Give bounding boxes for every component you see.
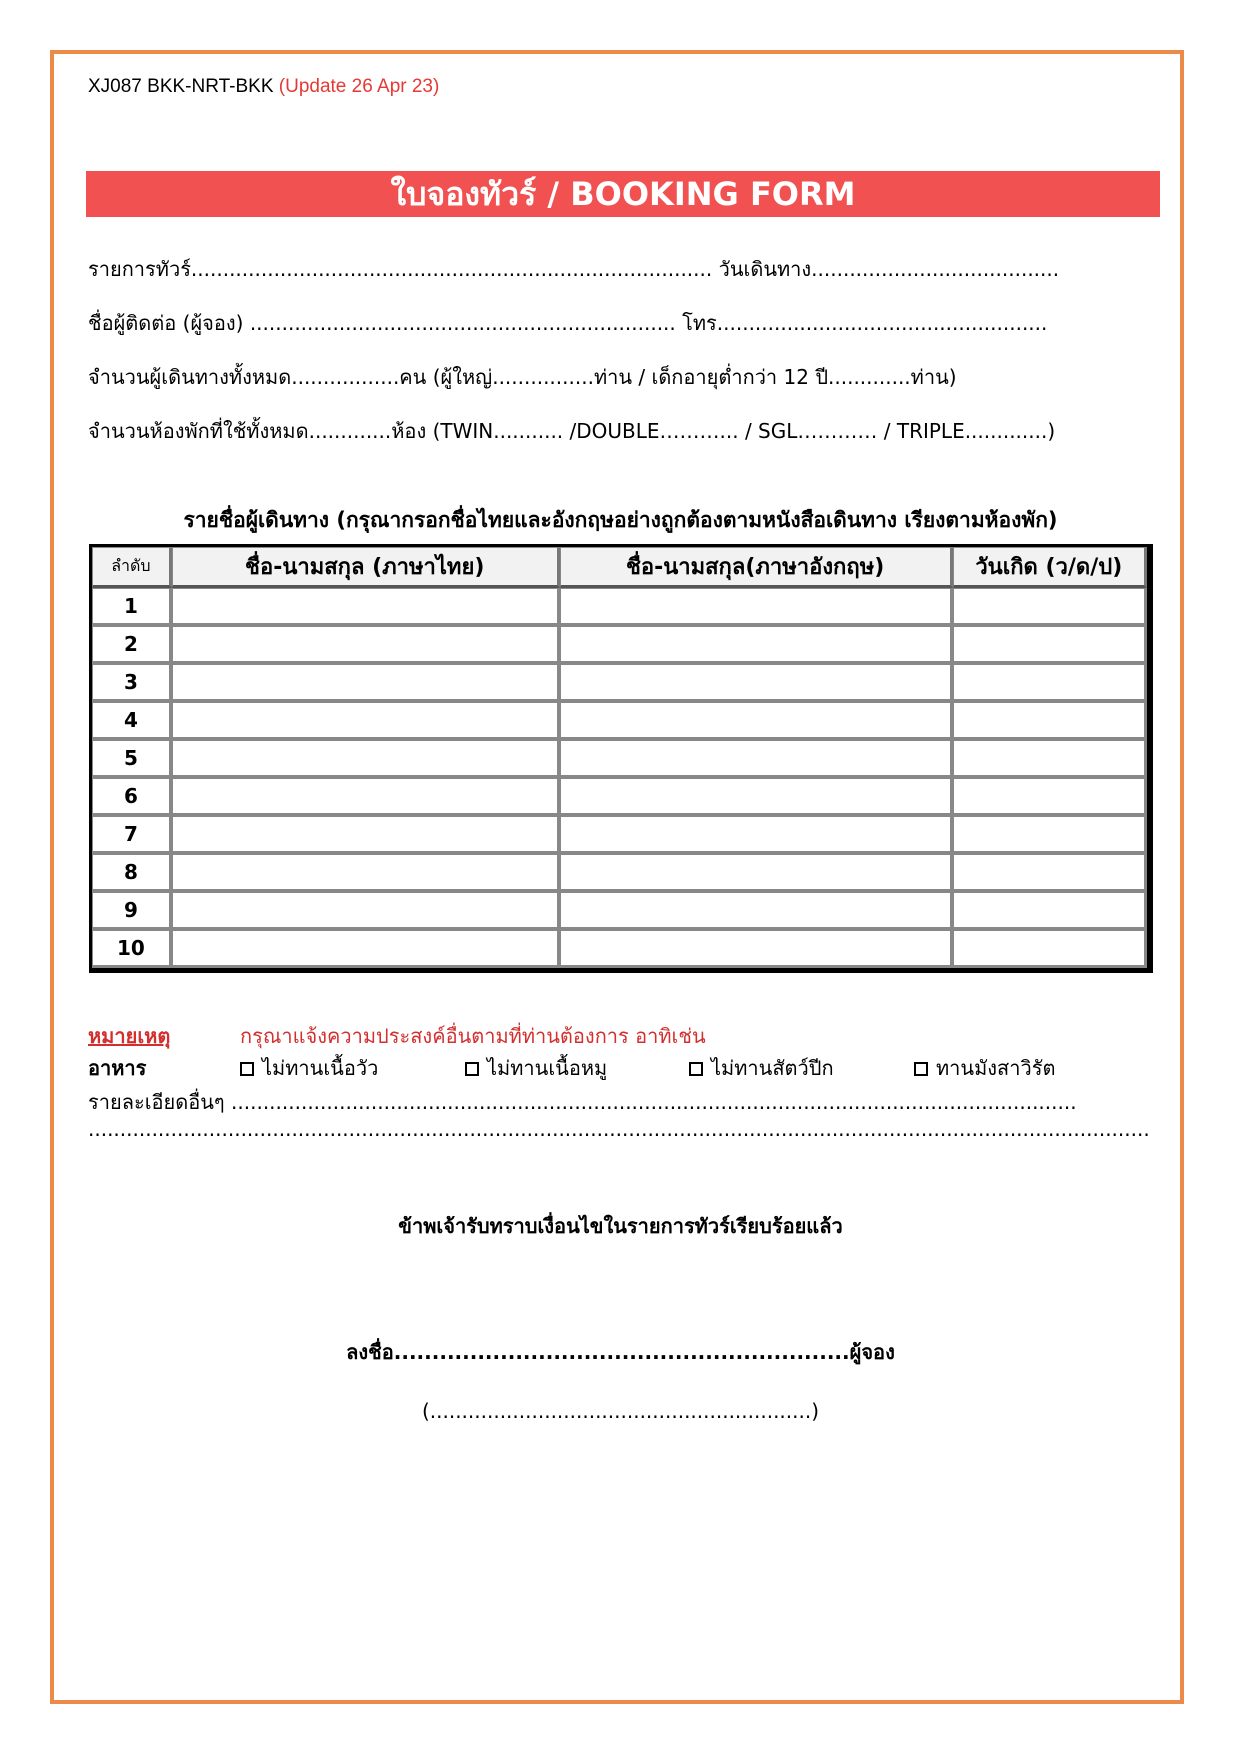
tour-code: XJ087 BKK-NRT-BKK <box>88 76 279 97</box>
row-number: 1 <box>92 588 172 626</box>
thai-name-cell[interactable] <box>172 854 560 892</box>
thai-name-cell[interactable] <box>172 778 560 816</box>
tour-program-field[interactable]: รายการทัวร์.................................................................................. วันเดินทาง....................................... <box>88 257 1060 281</box>
col-header-birthdate: วันเกิด (ว/ด/ป) <box>953 547 1147 588</box>
thai-name-cell[interactable] <box>172 626 560 664</box>
thai-name-cell[interactable] <box>172 930 560 968</box>
other-details-field-continued[interactable]: ....................................................................................................................................................................... <box>88 1117 1150 1141</box>
english-name-cell[interactable] <box>560 664 953 702</box>
acknowledgement-text: ข้าพเจ้ารับทราบเงื่อนไขในรายการทัวร์เรียบร้อยแล้ว <box>398 1214 843 1238</box>
table-row <box>92 778 1147 816</box>
food-option-no-poultry[interactable] <box>689 1052 834 1084</box>
table-row <box>92 588 1147 626</box>
birthdate-cell[interactable] <box>953 588 1147 626</box>
food-option-label: ไม่ทานสัตว์ปีก <box>711 1056 834 1080</box>
row-number: 4 <box>92 702 172 740</box>
table-row <box>92 702 1147 740</box>
traveler-count-field[interactable]: จำนวนผู้เดินทางทั้งหมด.................คน (ผู้ใหญ่................ท่าน / เด็กอายุต่ำกว่า 12 ปี.............ท่าน) <box>88 365 957 389</box>
english-name-cell[interactable] <box>560 626 953 664</box>
food-option-vegetarian[interactable] <box>914 1052 1055 1084</box>
english-name-cell[interactable] <box>560 930 953 968</box>
table-row <box>92 664 1147 702</box>
update-note: (Update 26 Apr 23) <box>278 76 440 97</box>
english-name-cell[interactable] <box>560 778 953 816</box>
food-option-no-beef[interactable] <box>240 1052 378 1084</box>
thai-name-cell[interactable] <box>172 816 560 854</box>
english-name-cell[interactable] <box>560 740 953 778</box>
birthdate-cell[interactable] <box>953 778 1147 816</box>
notes-title: หมายเหตุ <box>88 1024 171 1048</box>
checkbox-icon[interactable] <box>689 1062 703 1076</box>
thai-name-cell[interactable] <box>172 702 560 740</box>
passenger-table <box>89 544 1153 973</box>
food-option-label: ไม่ทานเนื้อหมู <box>487 1056 608 1080</box>
english-name-cell[interactable] <box>560 816 953 854</box>
table-row <box>92 626 1147 664</box>
thai-name-cell[interactable] <box>172 892 560 930</box>
birthdate-cell[interactable] <box>953 664 1147 702</box>
birthdate-cell[interactable] <box>953 892 1147 930</box>
table-row <box>92 930 1147 968</box>
table-header-row <box>92 547 1147 588</box>
notes-instruction: กรุณาแจ้งความประสงค์อื่นตามที่ท่านต้องการ อาทิเช่น <box>240 1024 706 1048</box>
thai-name-cell[interactable] <box>172 740 560 778</box>
signature-line[interactable]: ลงชื่อ............................................................ผู้จอง <box>346 1340 895 1364</box>
birthdate-cell[interactable] <box>953 626 1147 664</box>
english-name-cell[interactable] <box>560 892 953 930</box>
passenger-list-heading: รายชื่อผู้เดินทาง (กรุณากรอกชื่อไทยและอังกฤษอย่างถูกต้องตามหนังสือเดินทาง เรียงตามห้องพัก) <box>183 508 1058 532</box>
checkbox-icon[interactable] <box>240 1062 254 1076</box>
thai-name-cell[interactable] <box>172 588 560 626</box>
row-number: 10 <box>92 930 172 968</box>
row-number: 9 <box>92 892 172 930</box>
birthdate-cell[interactable] <box>953 740 1147 778</box>
table-row <box>92 740 1147 778</box>
english-name-cell[interactable] <box>560 588 953 626</box>
english-name-cell[interactable] <box>560 854 953 892</box>
checkbox-icon[interactable] <box>914 1062 928 1076</box>
signature-name-line[interactable]: (............................................................) <box>421 1399 820 1423</box>
room-count-field[interactable]: จำนวนห้องพักที่ใช้ทั้งหมด.............ห้อง (TWIN........... /DOUBLE………... / SGL………… / TRIPLE.............) <box>88 419 1056 443</box>
other-details-field[interactable]: รายละเอียดอื่นๆ ..................................................................................................................................... <box>88 1090 1077 1114</box>
thai-name-cell[interactable] <box>172 664 560 702</box>
row-number: 6 <box>92 778 172 816</box>
row-number: 5 <box>92 740 172 778</box>
food-option-label: ทานมังสาวิรัต <box>936 1056 1056 1080</box>
english-name-cell[interactable] <box>560 702 953 740</box>
col-header-order: ลำดับ <box>92 547 172 588</box>
col-header-english-name: ชื่อ-นามสกุล(ภาษาอังกฤษ) <box>560 547 953 588</box>
form-title: ใบจองทัวร์ / BOOKING FORM <box>86 171 1160 217</box>
table-row <box>92 816 1147 854</box>
row-number: 2 <box>92 626 172 664</box>
checkbox-icon[interactable] <box>465 1062 479 1076</box>
row-number: 3 <box>92 664 172 702</box>
tour-reference <box>88 76 439 98</box>
birthdate-cell[interactable] <box>953 854 1147 892</box>
row-number: 8 <box>92 854 172 892</box>
col-header-thai-name: ชื่อ-นามสกุล (ภาษาไทย) <box>172 547 560 588</box>
table-row <box>92 892 1147 930</box>
food-option-no-pork[interactable] <box>465 1052 607 1084</box>
birthdate-cell[interactable] <box>953 930 1147 968</box>
birthdate-cell[interactable] <box>953 702 1147 740</box>
birthdate-cell[interactable] <box>953 816 1147 854</box>
food-option-label: ไม่ทานเนื้อวัว <box>262 1056 379 1080</box>
contact-name-field[interactable]: ชื่อผู้ติดต่อ (ผู้จอง) ................................................................... โทร.................................................... <box>88 311 1048 335</box>
row-number: 7 <box>92 816 172 854</box>
food-label: อาหาร <box>88 1056 147 1080</box>
table-row <box>92 854 1147 892</box>
